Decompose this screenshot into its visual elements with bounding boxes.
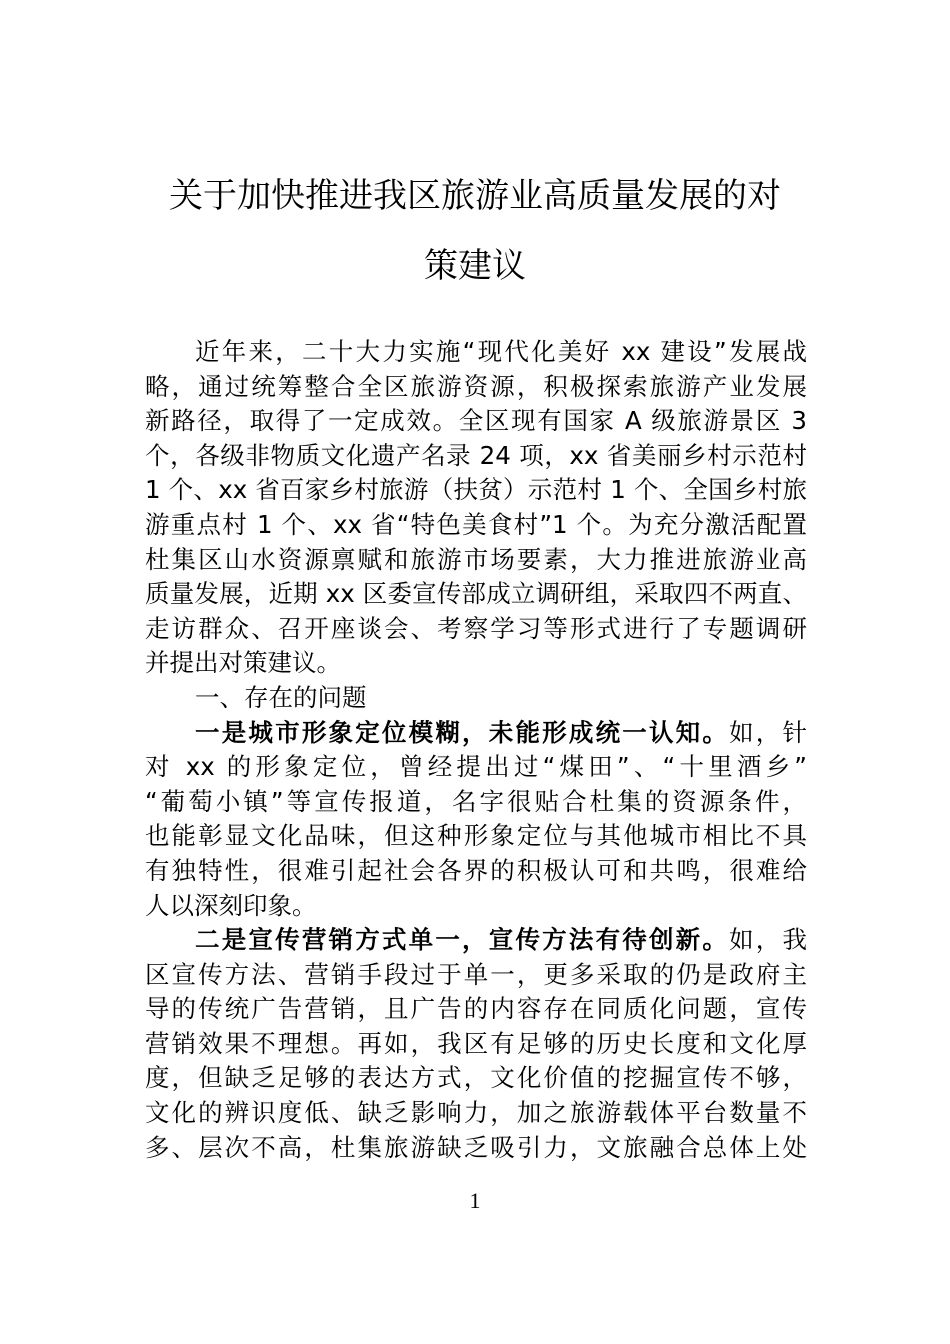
- text-line: [145, 612, 807, 647]
- line-text: 游重点村 1 个、xx 省“特色美食村”1 个。为充分激活配置: [145, 509, 807, 539]
- line-text: 近年来，二十大力实施“现代化美好 xx 建设”发展战: [195, 337, 807, 366]
- text-line: [145, 958, 807, 993]
- line-text: 杜集区山水资源禀赋和旅游市场要素，大力推进旅游业高: [145, 544, 807, 574]
- text-line: [145, 1131, 807, 1166]
- text-line: [145, 439, 807, 474]
- text-line: [145, 646, 807, 681]
- text-line: [145, 819, 807, 854]
- text-line: [145, 1061, 807, 1096]
- text-line: [145, 716, 807, 751]
- text-line: [145, 889, 807, 924]
- bold-heading: 一是城市形象定位模糊，未能形成统一认知。: [195, 717, 730, 747]
- document-title-line-2: 策建议: [424, 246, 526, 286]
- line-text: 1 个、xx 省百家乡村旅游（扶贫）示范村 1 个、全国乡村旅: [145, 475, 807, 505]
- text-line: [145, 1096, 807, 1131]
- document-body: [145, 335, 807, 1165]
- line-text: 营销效果不理想。再如，我区有足够的历史长度和文化厚: [145, 1028, 807, 1058]
- text-line: [145, 750, 807, 785]
- line-text: 多、层次不高，杜集旅游缺乏吸引力，文旅融合总体上处: [145, 1132, 807, 1162]
- line-text: 走访群众、召开座谈会、考察学习等形式进行了专题调研: [145, 613, 807, 643]
- bold-heading: 二是宣传营销方式单一，宣传方法有待创新。: [195, 925, 730, 955]
- line-text: 文化的辨识度低、缺乏影响力，加之旅游载体平台数量不: [145, 1098, 807, 1128]
- text-line: [145, 543, 807, 578]
- text-line: [145, 473, 807, 508]
- line-text: 质量发展，近期 xx 区委宣传部成立调研组，采取四不两直、: [145, 579, 807, 609]
- text-line: [145, 1027, 807, 1062]
- text-line: [145, 785, 807, 820]
- line-text: 略，通过统筹整合全区旅游资源，积极探索旅游产业发展: [145, 371, 807, 401]
- line-text: 个，各级非物质文化遗产名录 24 项，xx 省美丽乡村示范村: [145, 440, 807, 470]
- text-line: [145, 577, 807, 612]
- line-text: 也能彰显文化品味，但这种形象定位与其他城市相比不具: [145, 821, 807, 851]
- text-line: [145, 681, 807, 716]
- line-text: 新路径，取得了一定成效。全区现有国家 A 级旅游景区 3: [145, 406, 807, 436]
- text-line: [145, 335, 807, 370]
- text-line: [145, 370, 807, 405]
- text-line: [145, 923, 807, 958]
- line-text: 如，针: [729, 717, 808, 747]
- line-text: 并提出对策建议。: [145, 648, 341, 678]
- line-text: 有独特性，很难引起社会各界的积极认可和共鸣，很难给: [145, 855, 807, 885]
- line-text: 区宣传方法、营销手段过于单一，更多采取的仍是政府主: [145, 959, 807, 989]
- line-text: 度，但缺乏足够的表达方式，文化价值的挖掘宣传不够，: [145, 1063, 807, 1093]
- line-text: 如，我: [729, 925, 808, 955]
- page-number: 1: [469, 1188, 481, 1213]
- line-text: 人以深刻印象。: [145, 890, 317, 920]
- line-text: 一、存在的问题: [195, 682, 367, 712]
- document-title-line-1: 关于加快推进我区旅游业高质量发展的对: [169, 176, 781, 216]
- line-text: “葡萄小镇”等宣传报道，名字很贴合杜集的资源条件，: [145, 786, 807, 816]
- text-line: [145, 508, 807, 543]
- line-text: 对 xx 的形象定位，曾经提出过“煤田”、“十里酒乡”: [145, 752, 807, 782]
- text-line: [145, 992, 807, 1027]
- text-line: [145, 404, 807, 439]
- line-text: 导的传统广告营销，且广告的内容存在同质化问题，宣传: [145, 994, 807, 1024]
- text-line: [145, 854, 807, 889]
